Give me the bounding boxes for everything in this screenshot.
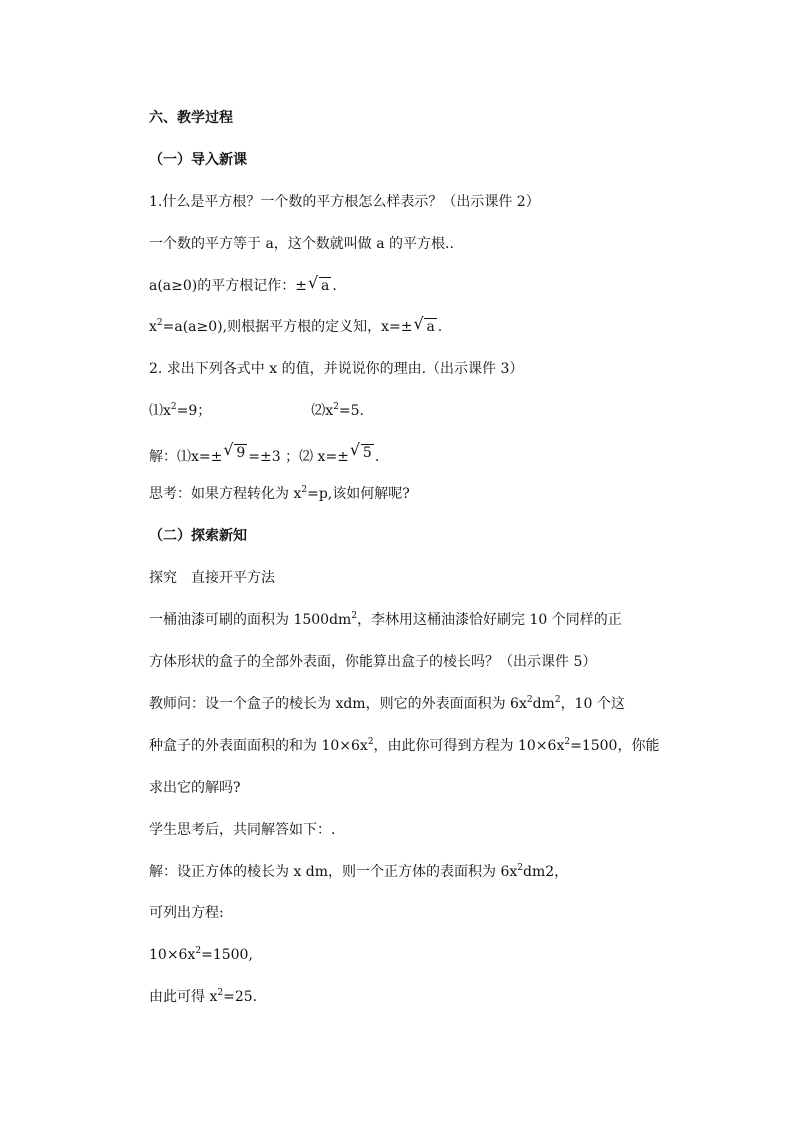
explore-heading: 探究 直接开平方法	[149, 570, 275, 586]
subtitle-explore: （二）探索新知	[149, 528, 247, 544]
explore-p1-line2: 方体形状的盒子的全部外表面，你能算出盒子的棱长吗？（出示课件 5）	[149, 654, 597, 670]
radicand: a	[321, 278, 330, 294]
explore-p6	[149, 945, 253, 965]
p2-c: ，10 个这	[560, 696, 625, 712]
subtitle-intro: （一）导入新课	[149, 152, 247, 168]
p2-b: dm	[532, 696, 555, 712]
explore-p7	[149, 987, 257, 1007]
rule-end: .	[437, 319, 443, 335]
sqrt-9	[223, 440, 247, 463]
notation-text: a(a≥0)的平方根记作：±	[149, 278, 307, 294]
p7-a: 由此可得 x	[149, 989, 218, 1005]
p1-a: 一桶油漆可刷的面积为 1500dm	[149, 612, 352, 628]
radicand: 5	[362, 445, 372, 461]
radical-icon: √	[223, 440, 234, 459]
p4-a: 解：设正方体的棱长为 x dm，则一个正方体的表面积为 6x	[149, 864, 518, 880]
p4-sup: 2	[517, 863, 524, 873]
sol-a: 解：⑴x=±	[149, 449, 223, 465]
intro-question-2: 2. 求出下列各式中 x 的值，并说说你的理由.（出示课件 3）	[149, 361, 524, 377]
sol-end: .	[374, 449, 380, 465]
rule-sup: 2	[156, 318, 163, 328]
p2-f: =1500，你能	[570, 738, 660, 754]
radicand: a	[426, 319, 435, 335]
eq1-sup: 2	[170, 402, 177, 412]
section-title: 六、教学过程	[149, 110, 233, 126]
sqrt-a-rule	[413, 314, 436, 337]
p6-a: 10×6x	[149, 947, 196, 963]
p2-d: 种盒子的外表面面积的和为 10×6x	[149, 738, 368, 754]
sol-b: =±3 ；⑵ x=±	[248, 449, 349, 465]
p2-sup2: 2	[554, 695, 561, 705]
explore-p1-line1	[149, 610, 622, 630]
p1-b: ，李林用这桶油漆恰好刷完 10 个同样的正	[357, 612, 622, 628]
eq1-b: =9；	[176, 403, 212, 419]
p2-sup4: 2	[564, 737, 571, 747]
sqrt-5	[349, 440, 374, 463]
radical-icon: √	[308, 273, 319, 292]
explore-p4	[149, 862, 568, 882]
p2-sup3: 2	[367, 737, 374, 747]
radical-icon: √	[413, 314, 424, 333]
p7-b: =25.	[223, 989, 258, 1005]
intro-equations	[149, 401, 364, 421]
p2-sup1: 2	[526, 695, 533, 705]
radicand: 9	[236, 445, 246, 461]
explore-p2-line1	[149, 694, 625, 714]
rule-x: x	[149, 319, 157, 335]
p2-e: ，由此你可得到方程为 10×6x	[373, 738, 565, 754]
eq2-sup: 2	[333, 402, 339, 412]
sqrt-a-notation	[308, 273, 331, 296]
notation-end: .	[332, 278, 337, 294]
eq1-a: ⑴x	[149, 403, 171, 419]
p6-sup: 2	[195, 946, 202, 956]
radical-icon: √	[349, 440, 361, 459]
explore-p5: 可列出方程:	[149, 905, 224, 921]
intro-definition: 一个数的平方等于 a，这个数就叫做 a 的平方根..	[149, 236, 454, 252]
explore-p2-line2	[149, 736, 659, 756]
think-sup: 2	[301, 485, 308, 495]
explore-p2-line3: 求出它的解吗?	[149, 780, 241, 796]
think-a: 思考：如果方程转化为 x	[149, 486, 302, 502]
think-b: =p,该如何解呢?	[307, 486, 410, 502]
p7-sup: 2	[217, 988, 224, 998]
intro-rule	[149, 314, 443, 337]
intro-think	[149, 484, 410, 504]
intro-question-1: 1.什么是平方根？一个数的平方根怎么样表示？（出示课件 2）	[149, 194, 540, 210]
p4-b: dm2，	[523, 864, 569, 880]
eq2-b: =5.	[338, 403, 365, 419]
p2-a: 教师问：设一个盒子的棱长为 xdm，则它的外表面面积为 6x	[149, 696, 527, 712]
intro-solution	[149, 440, 380, 467]
p6-b: =1500,	[201, 947, 253, 963]
eq2-a: ⑵x	[311, 403, 334, 419]
explore-p3: 学生思考后，共同解答如下：.	[149, 822, 336, 838]
rule-mid: =a(a≥0),则根据平方根的定义知，x=±	[162, 319, 413, 335]
intro-notation	[149, 273, 337, 296]
p1-sup: 2	[351, 611, 358, 621]
